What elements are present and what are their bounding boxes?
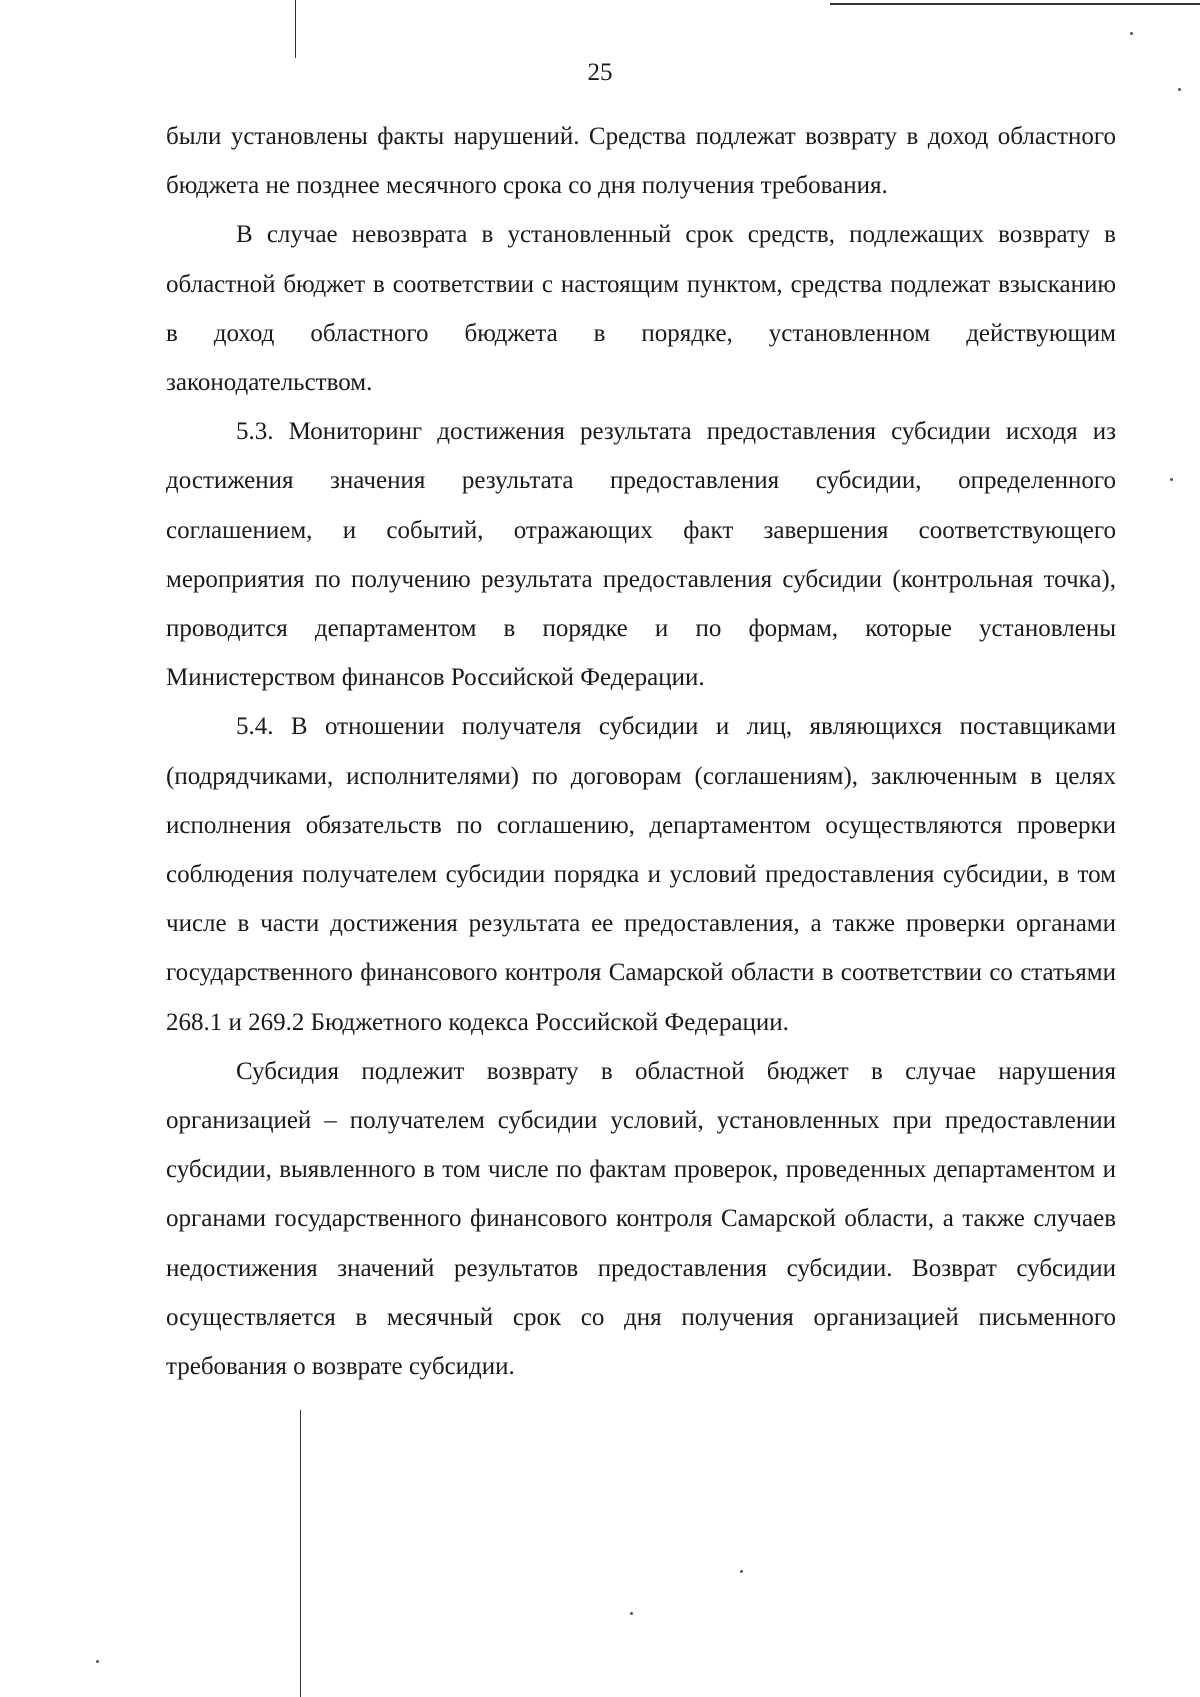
scan-speck (1130, 32, 1133, 35)
scan-top-rule (830, 3, 1200, 5)
scan-speck (740, 1570, 743, 1573)
scan-speck (630, 1612, 633, 1615)
scan-fold-line (295, 0, 296, 58)
paragraph: были установлены факты нарушений. Средства подлежат возврату в доход областного бюджета не позднее месячного срока со дня получения требования. (166, 123, 1116, 200)
page-number: 25 (587, 59, 613, 86)
scan-speck (96, 1660, 99, 1663)
document-body (166, 112, 1116, 1391)
scan-speck (1170, 478, 1173, 481)
paragraph: В случае невозврата в установленный срок средств, подлежащих возврату в областной бюджет в соответствии с настоящим пунктом, средства подлежат взысканию в доход областного бюджета в порядке, установленном действующим законодательством. (166, 221, 1116, 397)
scan-speck (1178, 88, 1181, 91)
paragraph: 5.4. В отношении получателя субсидии и лиц, являющихся поставщиками (подрядчиками, исполнителями) по договорам (соглашениям), заключенным в целях исполнения обязательств по соглашению, департаментом осуществляются проверки соблюдения получателем субсидии порядка и условий предоставления субсидии, в том числе в части достижения результата ее предоставления, а также проверки органами государственного финансового контроля Самарской области в соответствии со статьями 268.1 и 269.2 Бюджетного кодекса Российской Федерации. (166, 713, 1116, 1036)
scan-fold-line-lower (300, 1410, 301, 1697)
paragraph: Субсидия подлежит возврату в областной бюджет в случае нарушения организацией – получателем субсидии условий, установленных при предоставлении субсидии, выявленного в том числе по фактам проверок, проведенных департаментом и органами государственного финансового контроля Самарской области, а также случаев недостижения значений результатов предоставления субсидии. Возврат субсидии осуществляется в месячный срок со дня получения организацией письменного требования о возврате субсидии. (166, 1057, 1116, 1381)
paragraph: 5.3. Мониторинг достижения результата предоставления субсидии исходя из достижения значения результата предоставления субсидии, определенного соглашением, и событий, отражающих факт завершения соответствующего мероприятия по получению результата предоставления субсидии (контрольная точка), проводится департаментом в порядке и по формам, которые установлены Министерством финансов Российской Федерации. (166, 418, 1116, 692)
